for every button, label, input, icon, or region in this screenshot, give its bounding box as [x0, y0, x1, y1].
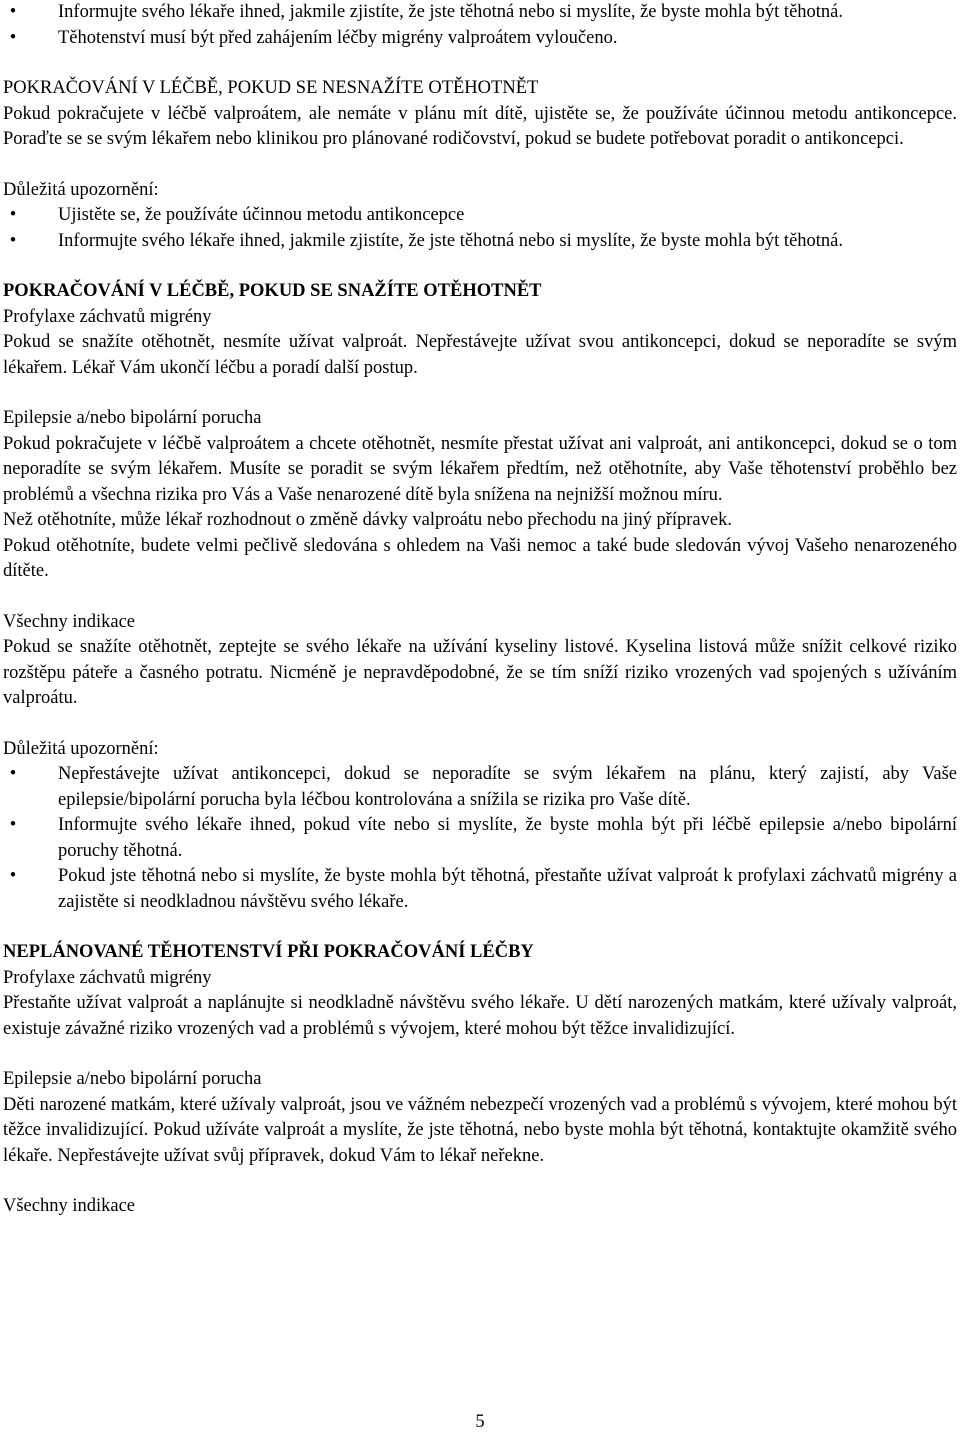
subsection-title: Epilepsie a/nebo bipolární porucha — [3, 408, 262, 428]
bullet-icon: • — [9, 866, 17, 886]
bullet-icon: • — [9, 815, 17, 835]
list-item: • Ujistěte se, že používáte účinnou metodu antikoncepce — [3, 203, 957, 229]
section-heading: POKRAČOVÁNÍ V LÉČBĚ, POKUD SE NESNAŽÍTE OTĚHOTNĚT — [3, 78, 539, 98]
bullet-icon: • — [9, 27, 17, 48]
bullet-icon: • — [9, 764, 17, 784]
list-item: • Těhotenství musí být před zahájením léčby migrény valproátem vyloučeno. — [3, 26, 957, 52]
important-label: Důležitá upozornění: — [3, 738, 159, 759]
important-list — [3, 762, 957, 915]
paragraph: Pokud pokračujete v léčbě valproátem a chcete otěhotnět, nesmíte přestat užívat ani valproát, ani antikoncepci, dokud se o tom neporadíte se svým lékařem. Musíte se poradit se svým lékařem předtím, než otěhotníte, aby Vaše těhotenství proběhlo bez problémů a všechna rizika pro Vás a Vaše nenarozené dítě byla snížena na nejnižší možnou míru. — [3, 433, 957, 505]
subsection-title: Všechny indikace — [3, 611, 136, 632]
section-heading: POKRAČOVÁNÍ V LÉČBĚ, POKUD SE SNAŽÍTE OTĚHOTNĚT — [3, 281, 542, 301]
subsection-title: Profylaxe záchvatů migrény — [3, 967, 212, 988]
list-item: • Informujte svého lékaře ihned, jakmile zjistíte, že jste těhotná nebo si myslíte, že byste mohla být těhotná. — [3, 0, 957, 26]
paragraph: Pokud pokračujete v léčbě valproátem, ale nemáte v plánu mít dítě, ujistěte se, že používáte účinnou metodu antikoncepce. Poraďte se se svým lékařem nebo klinikou pro plánované rodičovství, pokud se budete potřebovat poradit o antikoncepci. — [3, 103, 957, 149]
subsection-title: Epilepsie a/nebo bipolární porucha — [3, 1069, 262, 1089]
paragraph: Přestaňte užívat valproát a naplánujte si neodkladně návštěvu svého lékaře. U dětí narozených matkám, které užívaly valproát, existuje závažné riziko vrozených vad a problémů s vývojem, které mohou být těžce invalidizující. — [3, 993, 957, 1039]
paragraph: Než otěhotníte, může lékař rozhodnout o změně dávky valproátu nebo přechodu na jiný přípravek. — [3, 510, 732, 530]
list-item: • Informujte svého lékaře ihned, pokud víte nebo si myslíte, že byste mohla být při léčbě epilepsie a/nebo bipolární poruchy těhotná. — [3, 813, 957, 864]
document-page — [3, 0, 957, 1220]
list-item: • Pokud jste těhotná nebo si myslíte, že byste mohla být těhotná, přestaňte užívat valproát k profylaxi záchvatů migrény a zajistěte si neodkladnou návštěvu svého lékaře. — [3, 864, 957, 915]
bullet-icon: • — [9, 2, 17, 22]
important-list — [3, 203, 957, 254]
section-heading: NEPLÁNOVANÉ TĚHOTENSTVÍ PŘI POKRAČOVÁNÍ LÉČBY — [3, 942, 534, 962]
list-item: • Informujte svého lékaře ihned, jakmile zjistíte, že jste těhotná nebo si myslíte, že byste mohla být těhotná. — [3, 229, 957, 255]
subsection-title: Všechny indikace — [3, 1196, 136, 1216]
paragraph: Pokud otěhotníte, budete velmi pečlivě sledována s ohledem na Vaši nemoc a také bude sledován vývoj Vašeho nenarozeného dítěte. — [3, 535, 957, 581]
top-bullet-list — [3, 0, 957, 51]
bullet-icon: • — [9, 230, 17, 251]
page-number: 5 — [475, 1412, 485, 1432]
important-label: Důležitá upozornění: — [3, 179, 159, 200]
subsection-title: Profylaxe záchvatů migrény — [3, 306, 212, 327]
paragraph: Pokud se snažíte otěhotnět, nesmíte užívat valproát. Nepřestávejte užívat svou antikoncepci, dokud se neporadíte se svým lékařem. Lékař Vám ukončí léčbu a poradí další postup. — [3, 332, 957, 378]
paragraph: Pokud se snažíte otěhotnět, zeptejte se svého lékaře na užívání kyseliny listové. Kyselina listová může snížit celkové riziko rozštěpu páteře a časného potratu. Nicméně je nepravděpodobné, že se tím sníží riziko vrozených vad spojených s užíváním valproátu. — [3, 637, 957, 708]
bullet-icon: • — [9, 205, 17, 225]
list-item: • Nepřestávejte užívat antikoncepci, dokud se neporadíte se svým lékařem na plánu, který zajistí, aby Vaše epilepsie/bipolární porucha byla léčbou kontrolována a snížila se rizika pro Vaše dítě. — [3, 762, 957, 813]
paragraph: Děti narozené matkám, které užívaly valproát, jsou ve vážném nebezpečí vrozených vad a problémů s vývojem, které mohou být těžce invalidizující. Pokud užíváte valproát a myslíte, že jste těhotná, nebo byste mohla být těhotná, kontaktujte okamžitě svého lékaře. Nepřestávejte užívat svůj přípravek, dokud Vám to lékař neřekne. — [3, 1094, 957, 1166]
